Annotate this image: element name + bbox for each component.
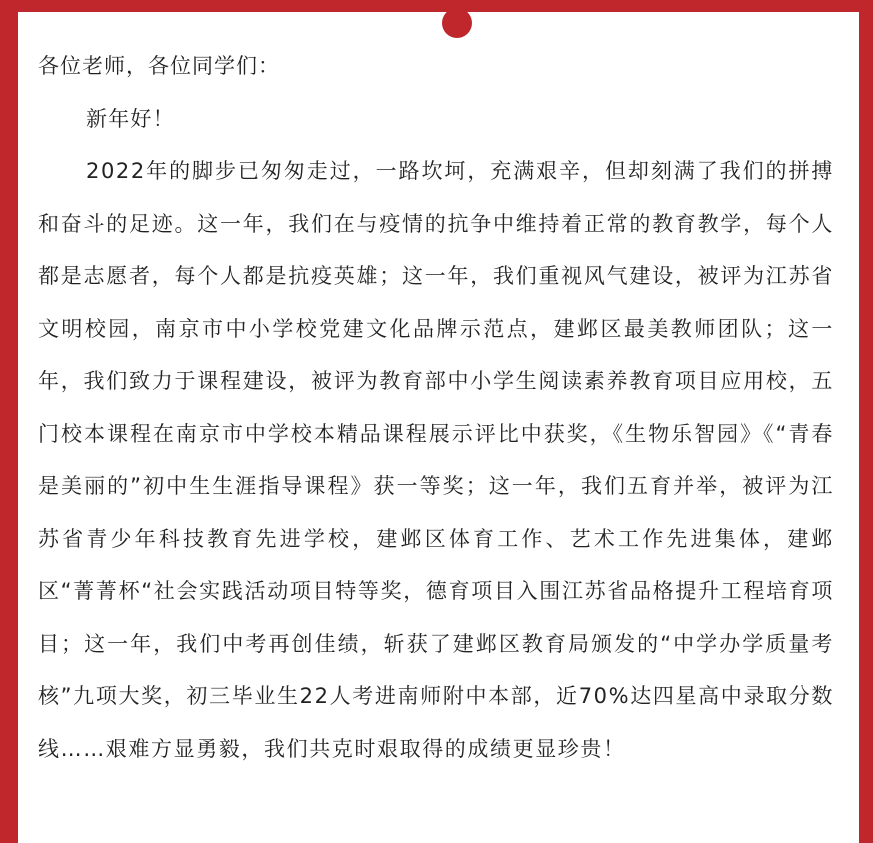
salutation: 各位老师，各位同学们： [38, 54, 280, 78]
greeting: 新年好！ [86, 106, 175, 131]
letter-paper [18, 12, 859, 843]
decorative-dot-icon [442, 8, 472, 38]
letter-content [38, 40, 834, 775]
letter-body-paragraph: 2022年的脚步已匆匆走过，一路坎坷，充满艰辛，但却刻满了我们的拼搏和奋斗的足迹。这一年，我们在与疫情的抗争中维持着正常的教育教学，每个人都是志愿者，每个人都是抗疫英雄；这一年，我们重视风气建设，被评为江苏省文明校园，南京市中小学校党建文化品牌示范点，建邺区最美教师团队；这一年，我们致力于课程建设，被评为教育部中小学生阅读素养教育项目应用校，五门校本课程在南京市中学校本精品课程展示评比中获奖，《生物乐智园》《“青春是美丽的”初中生生涯指导课程》获一等奖；这一年，我们五育并举，被评为江苏省青少年科技教育先进学校，建邺区体育工作、艺术工作先进集体，建邺区“菁菁杯“社会实践活动项目特等奖，德育项目入围江苏省品格提升工程培育项目；这一年，我们中考再创佳绩，斩获了建邺区教育局颁发的“中学办学质量考核”九项大奖，初三毕业生22人考进南师附中本部，近70%达四星高中录取分数线……艰难方显勇毅，我们共克时艰取得的成绩更显珍贵！ [38, 159, 834, 761]
